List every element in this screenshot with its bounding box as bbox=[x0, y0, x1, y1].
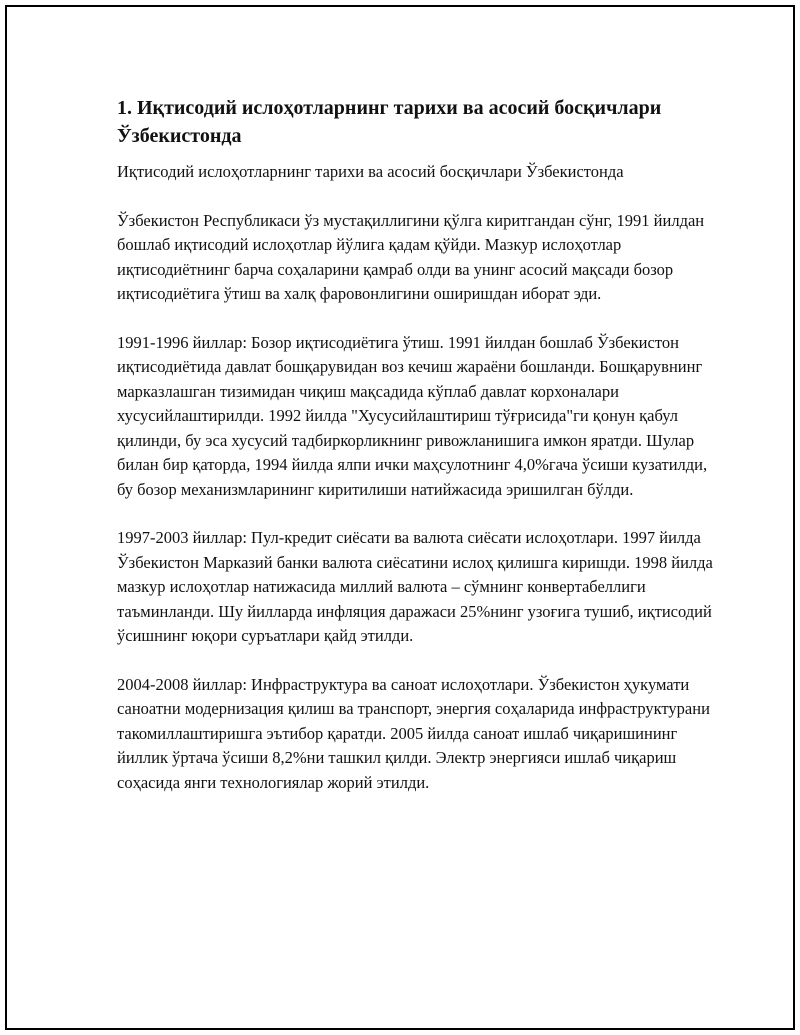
paragraph-1997-2003: 1997-2003 йиллар: Пул-кредит сиёсати ва валюта сиёсати ислоҳотлари. 1997 йилда Ўзбекистон Марказий банки валюта сиёсатини ислоҳ қилишга киришди. 1998 йилда мазкур ислоҳотлар натижасида миллий валюта – сўмнинг конвертабеллиги таъминланди. Шу йилларда инфляция даражаси 25%нинг узоғига тушиб, иқтисодий ўсишнинг юқори суръатлари қайд этилди. bbox=[117, 528, 713, 645]
paragraph-1991-1996: 1991-1996 йиллар: Бозор иқтисодиётига ўтиш. 1991 йилдан бошлаб Ўзбекистон иқтисодиётида давлат бошқарувидан воз кечиш жараёни бошланди. Бошқарувнинг марказлашган тизимидан чиқиш мақсадида кўплаб давлат корхоналари хусусийлаштирилди. 1992 йилда "Хусусийлаштириш тўғрисида"ги қонун қабул қилинди, бу эса хусусий тадбиркорликнинг ривожланишига имкон яратди. Шулар билан бир қаторда, 1994 йилда ялпи ички маҳсулотнинг 4,0%гача ўсиши кузатилди, бу бозор механизмларининг киритилиши натийжасида эришилган бўлди. bbox=[117, 332, 708, 499]
paragraph-2004-2008: 2004-2008 йиллар: Инфраструктура ва саноат ислоҳотлари. Ўзбекистон ҳукумати саноатни модернизация қилиш ва транспорт, энергия соҳаларида инфраструктурани такомиллаштиришга эътибор қаратди. 2005 йилда саноат ишлаб чиқаришининг йиллик ўртача ўсиши 8,2%ни ташкил қилди. Электр энергияси ишлаб чиқариш соҳасида янги технологиялар жорий этилди. bbox=[117, 674, 710, 792]
document-title: 1. Иқтисодий ислоҳотларнинг тарихи ва асосий босқичлари Ўзбекистонда bbox=[117, 97, 662, 147]
document-body bbox=[117, 94, 717, 819]
paragraph-intro: Ўзбекистон Республикаси ўз мустақиллигини қўлга киритгандан сўнг, 1991 йилдан бошлаб иқтисодий ислоҳотлар йўлига қадам қўйди. Мазкур ислоҳотлар иқтисодиётнинг барча соҳаларини қамраб олди ва унинг асосий мақсади бозор иқтисодиётига ўтиш ва халқ фаровонлигини оширишдан иборат эди. bbox=[117, 210, 705, 303]
document-subtitle: Иқтисодий ислоҳотларнинг тарихи ва асосий босқичлари Ўзбекистонда bbox=[117, 162, 624, 181]
